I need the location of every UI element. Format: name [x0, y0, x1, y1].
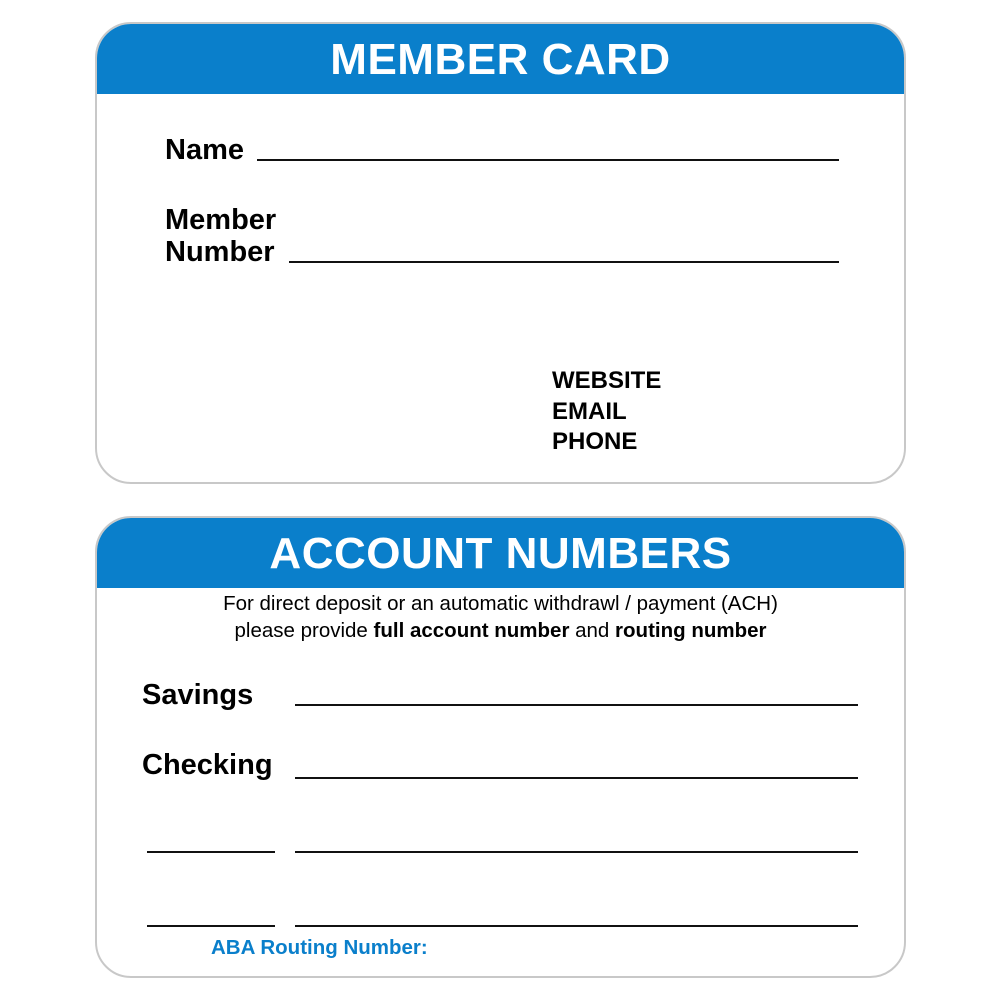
aba-routing-label: ABA Routing Number:: [211, 936, 428, 959]
contact-info: [552, 366, 661, 458]
checking-field-line[interactable]: [295, 777, 858, 779]
contact-phone: PHONE: [552, 428, 638, 455]
name-field-line[interactable]: [257, 159, 839, 161]
contact-website: WEBSITE: [552, 367, 662, 394]
instructions-bold-account: full account number: [373, 619, 570, 642]
extra-field-line-2[interactable]: [295, 925, 858, 927]
member-number-field-line[interactable]: [289, 261, 839, 263]
member-number-label-line2: Number: [165, 236, 275, 268]
account-numbers-title: ACCOUNT NUMBERS: [97, 518, 904, 588]
instructions-line-2: [97, 617, 904, 644]
name-label: Name: [165, 134, 244, 166]
extra-label-line-2[interactable]: [147, 925, 275, 927]
extra-label-line-1[interactable]: [147, 851, 275, 853]
member-number-label-line1: Member: [165, 204, 277, 236]
account-numbers-card: [95, 516, 906, 978]
contact-email: EMAIL: [552, 397, 627, 425]
savings-field-line[interactable]: [295, 704, 858, 706]
instructions-bold-routing: routing number: [615, 619, 767, 642]
checking-label: Checking: [142, 749, 273, 781]
member-card-title: MEMBER CARD: [97, 24, 904, 94]
instructions-line-1: For direct deposit or an automatic withdrawl / payment (ACH): [223, 592, 778, 615]
extra-field-line-1[interactable]: [295, 851, 858, 853]
instructions-prefix: please provide: [234, 619, 374, 642]
savings-label: Savings: [142, 679, 254, 711]
ach-instructions: [97, 590, 904, 644]
member-card: [95, 22, 906, 484]
instructions-middle: and: [569, 619, 616, 642]
